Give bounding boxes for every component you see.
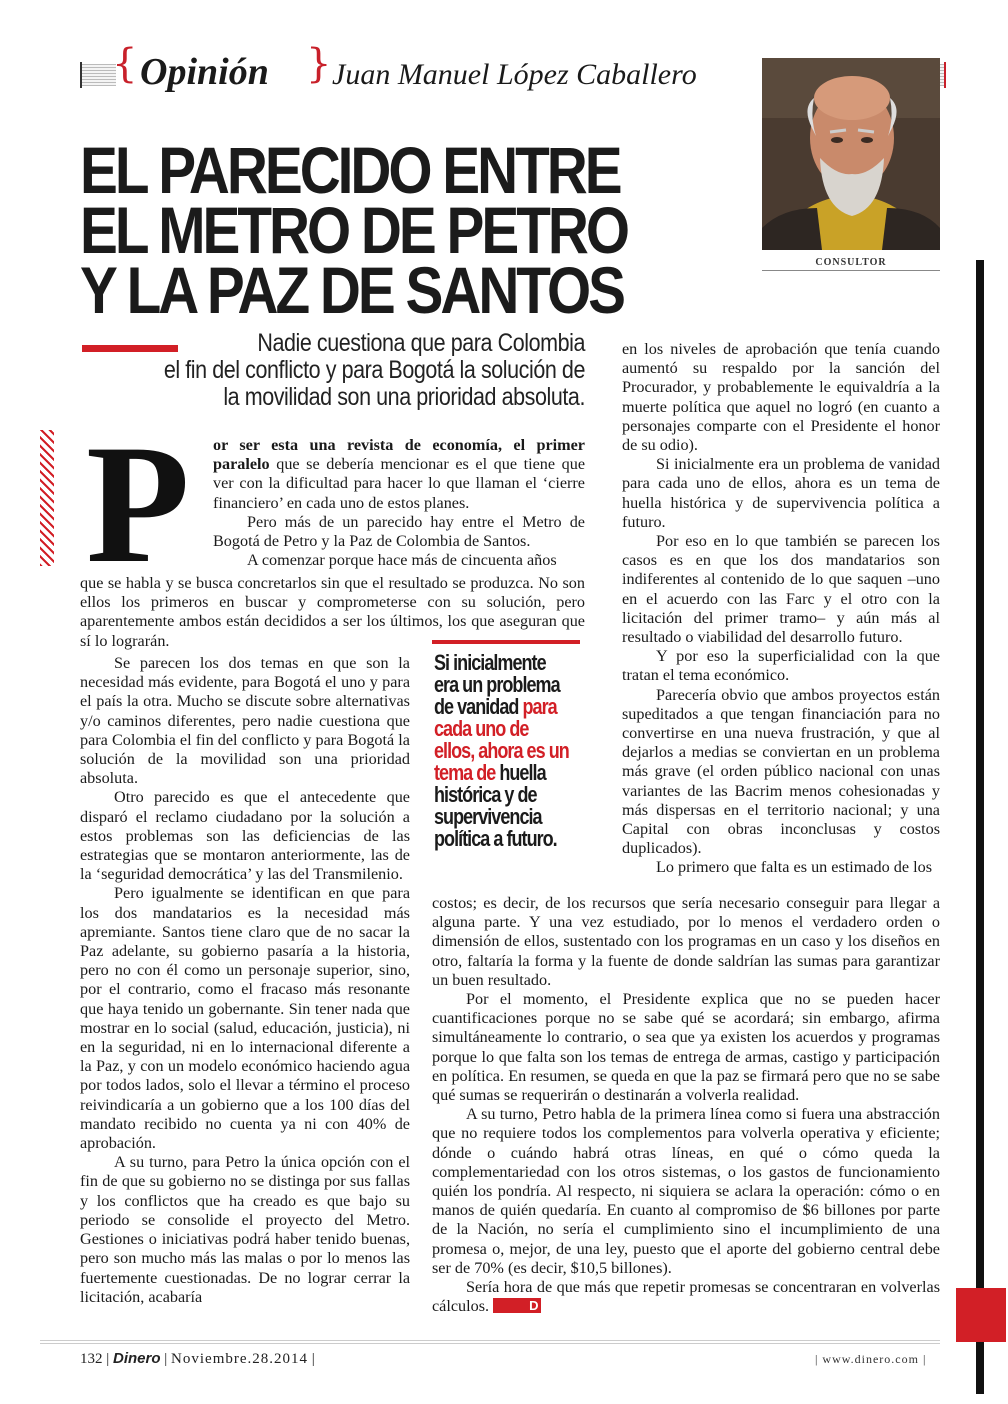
paragraph-3a: A comenzar porque hace más de cincuenta años — [247, 551, 557, 570]
col3-paragraph-6: Lo primero que falta es un estimado de los — [656, 858, 933, 877]
column-2-3-wide — [432, 894, 940, 1316]
headline-line-3: Y LA PAZ DE SANTOS — [80, 253, 623, 327]
col3-paragraph-5: Parecería obvio que ambos proyectos están supeditados a que tengan financiación para no convertirse en una nueva frustración, y que al dejarlos a medias se conviertan en un problema más grave (el orden público nacional con unas variantes de las Bacrim menos cohesionadas y más dispersas en el territorio nacional; y una Capital con obras inconclusas y costos duplicados). — [622, 685, 940, 858]
col3-paragraph-2: Si inicialmente era un problema de vanidad para cada uno de ellos, ahora es un tema de huella histórica y de supervivencia política a futuro. — [622, 455, 940, 531]
column-1 — [80, 654, 410, 1307]
pull-quote — [434, 652, 570, 850]
headline-line-2: EL METRO DE PETRO — [80, 193, 627, 267]
open-brace: { — [112, 41, 138, 87]
paragraph-4: Se parecen los dos temas en que son la necesidad más evidente, para Bogotá el uno y para el país la otra. Mucho se discute sobre alternativas y/o caminos diferentes, pero nadie cuestiona que para Colombia el fin del conflicto y para Bogotá la solución de la movilidad son una prioridad absoluta. — [80, 654, 410, 788]
page-edge-bar — [976, 260, 984, 1394]
photo-caption: CONSULTOR — [815, 257, 887, 268]
footer-left: 132 | Dinero | Noviembre.28.2014 | — [80, 1350, 315, 1367]
lead-paragraph — [213, 436, 585, 570]
website-link[interactable]: www.dinero.com — [822, 1352, 919, 1366]
pull-quote-part-2: para cada uno de ellos, ahora es un tema de — [434, 694, 569, 785]
magazine-name: Dinero — [113, 1350, 161, 1367]
paragraph-3b: que se habla y se busca concretarlos sin que el resultado se produzca. No son ellos los primeros en buscar y comprometerse con su solución, pero aparentemente ambos están decididos a ser los últimos, los que aseguran que sí lo lograrán. — [80, 574, 585, 650]
closing-sentence: Sería hora de que más que repetir promesas se concentraran en volverlas cálculos. — [432, 1278, 940, 1316]
wide-paragraph-1: costos; es decir, de los recursos que sería necesario conseguir para llegar a alguna parte. Y una vez estudiado, por lo menos el verdadero orden o dimensión de ellos, sustentado con los programas en un caso y los diseños en otro, faltaría la forma y la fuente de donde saldrían las sumas para garantizar un buen resultado. — [432, 894, 940, 989]
decorative-zigzag — [40, 430, 54, 566]
page-edge-red-tab — [956, 1288, 1006, 1342]
headline-line-1: EL PARECIDO ENTRE — [80, 133, 620, 207]
col3-paragraph-1: en los niveles de aprobación que tenía cuando aumentó su respaldo por la sanción del Procurador, y probablemente le equivaldría a la muerte política que aquel no logró (en cuanto a personajes comparte con el Presidente el honor de su odio). — [622, 340, 940, 455]
drop-cap: P — [86, 410, 190, 598]
author-photo — [762, 58, 940, 250]
headline — [80, 133, 627, 327]
col3-paragraph-3: Por eso en lo que también se parecen los casos es en que los dos mandatarios son indiferentes al contenido de lo que saquen –uno en el acuerdo con las Farc y el otro con la licitación del primer tramo– y aún más al resultado o viabilidad del desarrollo futuro. — [622, 532, 940, 647]
column-3 — [622, 340, 940, 878]
paragraph-6: Pero igualmente se identifican en que para los dos mandatarios es la necesidad más apremiante. Santos tiene claro que de no sacar la Paz adelante, su gobierno pasaría a la historia, pero no con él como un personaje superior, sino, por el contrario, como el fracaso más resonante que haya tenido un gobernante. Sin tener nada que mostrar en lo social (salud, educación, justicia), ni en la seguridad, ni en lo internacional diferente a la Paz, y con un modelo económico haciendo agua por todos lados, solo el llevar a término el proceso reivindicaría a un gobierno que a los 100 días del mandato recibido no cuenta ya ni con 40% de aprobación. — [80, 884, 410, 1153]
deck-text: Nadie cuestiona que para Colombia el fin del conflicto y para Bogotá la solución de la movilidad son una prioridad absoluta. — [163, 329, 585, 411]
footer-website: | www.dinero.com | — [815, 1352, 927, 1366]
wide-paragraph-3: A su turno, Petro habla de la primera línea como si fuera una abstracción que no requiere todos los complementos para volverla operativa y eficiente; dónde o cuándo habrá otras líneas, en qué o cómo queda la complementariedad con los otros sistemas, o los gastos de funcionamiento quién los pondría. Al respecto, ni siquiera se aclara la operación: cómo o en manos de quién quedaría. En cuanto al compromiso de $6 billones por parte de la Nación, no sería el cumplimiento sino el incumplimiento de una promesa o, mejor, de una ley, puesto que el aporte del gobierno central debe ser de 70% (es decir, $10,5 billones). — [432, 1105, 940, 1277]
header-tick-right — [944, 62, 946, 88]
author-name: Juan Manuel López Caballero — [332, 58, 697, 91]
page-number: 132 — [80, 1351, 103, 1367]
end-mark-logo: D — [493, 1298, 540, 1313]
pull-quote-part-1: Si inicialmente era un problema de vanidad — [434, 650, 560, 719]
paragraph-7: A su turno, para Petro la única opción con el fin de que su gobierno no se distinga por sus fallas y los conflictos que ha creado es que bajo su periodo se consolide el proyecto del Metro. Gestiones o iniciativas podrá haber tenido buenas, pero son mucho más las malas o por lo menos las fuertemente cuestionadas. De no lograr cerrar la licitación, acabaría — [80, 1153, 410, 1306]
lead-bold-text: or ser esta una revista de economía, el primer paralelo — [213, 436, 585, 474]
wide-paragraph-4 — [432, 1278, 940, 1316]
section-label: Opinión — [140, 51, 269, 93]
footer-rule — [40, 1338, 940, 1344]
pull-quote-bar — [432, 640, 580, 644]
header-tick-left — [80, 62, 82, 88]
pull-quote-part-3: huella histórica y de supervivencia política a futuro. — [434, 760, 557, 851]
col3-paragraph-4: Y por eso la superficialidad con la que tratan el tema económico. — [622, 647, 940, 685]
paragraph-2: Pero más de un parecido hay entre el Metro de Bogotá de Petro y la Paz de Colombia de Santos. — [213, 512, 585, 551]
paragraph-5: Otro parecido es que el antecedente que disparó el reclamo ciudadano por la solución a estos problemas son las deficiencias de las estrategias que se montaron anteriormente, las de la ‘seguridad democrática’ y las del Transmilenio. — [80, 788, 410, 884]
header-rule-left — [82, 64, 116, 86]
wide-paragraph-2: Por el momento, el Presidente explica que no se pueden hacer cuantificaciones porque no se sabe qué se acordará; sin embargo, afirma simultáneamente lo contrario, o sea que ya existen los acuerdos y programas porque lo que falta son los temas de entrega de armas, castigo y participación en política. En resumen, se queda en que la paz se firmará pero que no se sabe qué sumas se requerirán o destinarán a volverla realidad. — [432, 990, 940, 1105]
issue-date: Noviembre.28.2014 — [171, 1351, 309, 1367]
lead-text: que se debería mencionar es el que tiene que ver con la dificultad para hacer lo que llaman el ‘cierre financiero’ en cada uno de estos planes. — [213, 455, 586, 512]
close-brace: } — [306, 41, 332, 87]
photo-caption-rule — [762, 270, 940, 271]
